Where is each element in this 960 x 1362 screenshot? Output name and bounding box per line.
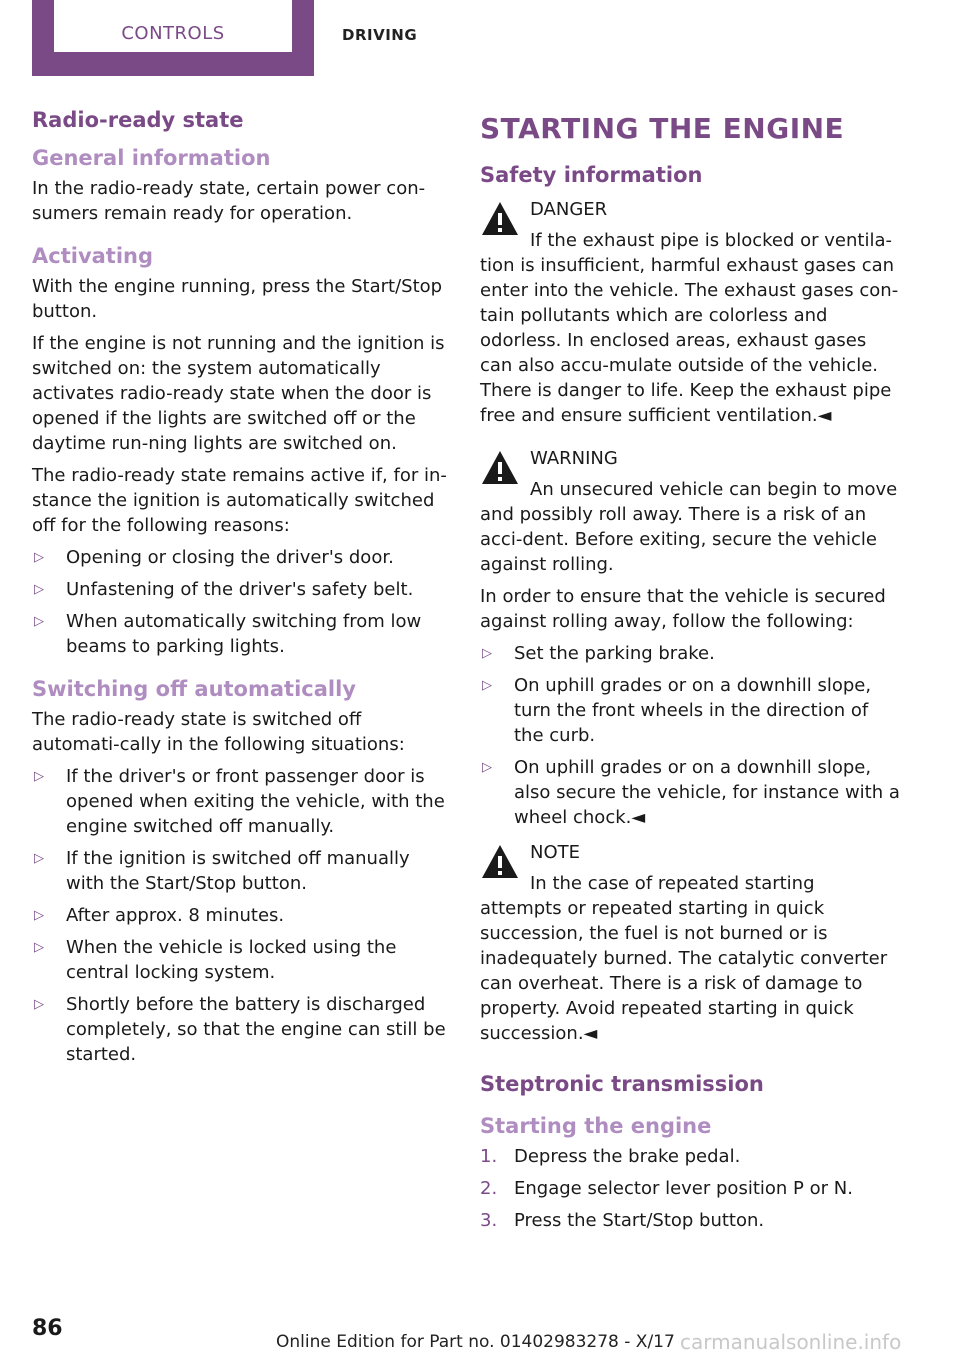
bullet-icon: ▷ [34,851,44,866]
paragraph: If the engine is not running and the ignition is switched on: the system automatically activates radio-ready state when the door is opened if the lights are switched off or the daytime run-ning lights are switched on. [32,333,445,454]
heading-switching-off: Switching off automatically [32,677,356,701]
paragraph: The radio-ready state is switched off automati-cally in the following situations: [32,709,405,755]
bullet-list [480,641,900,830]
watermark: carmanualsonline.info [680,1330,902,1354]
list-item: ▷ On uphill grades or on a downhill slope, turn the front wheels in the direction of the curb. [482,675,872,746]
bullet-icon: ▷ [34,614,44,629]
list-item: ▷ When automatically switching from low beams to parking lights. [34,611,422,657]
warning-triangle-icon [480,199,520,239]
list-item: ▷ Set the parking brake. [482,643,715,664]
bullet-list [32,764,452,1067]
warning-triangle-icon [480,448,520,488]
step-number: 1. [480,1146,498,1167]
list-item: ▷ When the vehicle is locked using the central locking system. [34,937,397,983]
list-item: ▷ Shortly before the battery is discharged completely, so that the engine can still be started. [34,994,446,1065]
page-number: 86 [32,1316,63,1341]
paragraph: In the radio-ready state, certain power con-sumers remain ready for operation. [32,178,426,224]
heading-starting-the-engine: Starting the engine [480,1114,712,1138]
list-item: 1. Depress the brake pedal. [480,1146,741,1167]
warning-heading: WARNING [530,448,618,469]
bullet-icon: ▷ [482,678,492,693]
paragraph: With the engine running, press the Start/Stop button. [32,276,443,322]
list-item: 2. Engage selector lever position P or N. [480,1178,853,1199]
note-heading: NOTE [530,842,581,863]
left-column [32,108,452,1074]
list-item: 3. Press the Start/Stop button. [480,1210,765,1231]
section-title: STARTING THE ENGINE [480,112,845,145]
warning-notice [480,446,900,577]
heading-steptronic: Steptronic transmission [480,1072,764,1096]
bullet-icon: ▷ [34,997,44,1012]
step-number: 3. [480,1210,498,1231]
warning-text: An unsecured vehicle can begin to move and possibly roll away. There is a risk of an acci-dent. Before exiting, secure the vehicle against rolling. [480,479,898,575]
numbered-list [480,1144,900,1233]
bullet-icon: ▷ [34,582,44,597]
list-item: ▷ If the ignition is switched off manually with the Start/Stop button. [34,848,410,894]
bullet-icon: ▷ [34,908,44,923]
list-item: ▷ On uphill grades or on a downhill slope, also secure the vehicle, for instance with a wheel chock.◄ [482,757,900,828]
heading-safety-information: Safety information [480,163,703,187]
list-item: ▷ If the driver's or front passenger door is opened when exiting the vehicle, with the engine switched off manually. [34,766,445,837]
tab-driving[interactable]: DRIVING [342,26,418,44]
bullet-icon: ▷ [482,646,492,661]
warning-triangle-icon [480,842,520,882]
list-item: ▷ Opening or closing the driver's door. [34,547,394,568]
list-item: ▷ Unfastening of the driver's safety belt. [34,579,414,600]
bullet-list [32,545,452,659]
step-number: 2. [480,1178,498,1199]
heading-activating: Activating [32,244,154,268]
edition-footer: Online Edition for Part no. 01402983278 - X/17 [276,1332,675,1352]
note-notice [480,840,900,1046]
list-item: ▷ After approx. 8 minutes. [34,905,285,926]
note-text: In the case of repeated starting attempts or repeated starting in quick succession, the fuel is not burned or is inadequately burned. The catalytic converter can overheat. There is a risk of damage to property. Avoid repeated starting in quick succession.◄ [480,873,888,1044]
bullet-icon: ▷ [34,769,44,784]
tab-controls-label: CONTROLS [54,0,292,52]
paragraph: The radio-ready state remains active if, for in-stance the ignition is automatically switched off for the following reasons: [32,465,447,536]
heading-general-information: General information [32,146,271,170]
paragraph: In order to ensure that the vehicle is secured against rolling away, follow the following: [480,586,886,632]
bullet-icon: ▷ [34,550,44,565]
right-column [480,108,900,1240]
danger-heading: DANGER [530,199,608,220]
bullet-icon: ▷ [34,940,44,955]
heading-radio-ready: Radio-ready state [32,108,244,132]
danger-text: If the exhaust pipe is blocked or ventila-tion is insufficient, harmful exhaust gases can enter into the vehicle. The exhaust gases con-tain pollutants which are colorless and odorless. In enclosed areas, exhaust gases can also accu-mulate outside of the vehicle. There is danger to life. Keep the exhaust pipe free and ensure sufficient ventilation.◄ [480,230,899,426]
tab-controls[interactable] [32,0,314,76]
danger-notice [480,197,900,428]
bullet-icon: ▷ [482,760,492,775]
